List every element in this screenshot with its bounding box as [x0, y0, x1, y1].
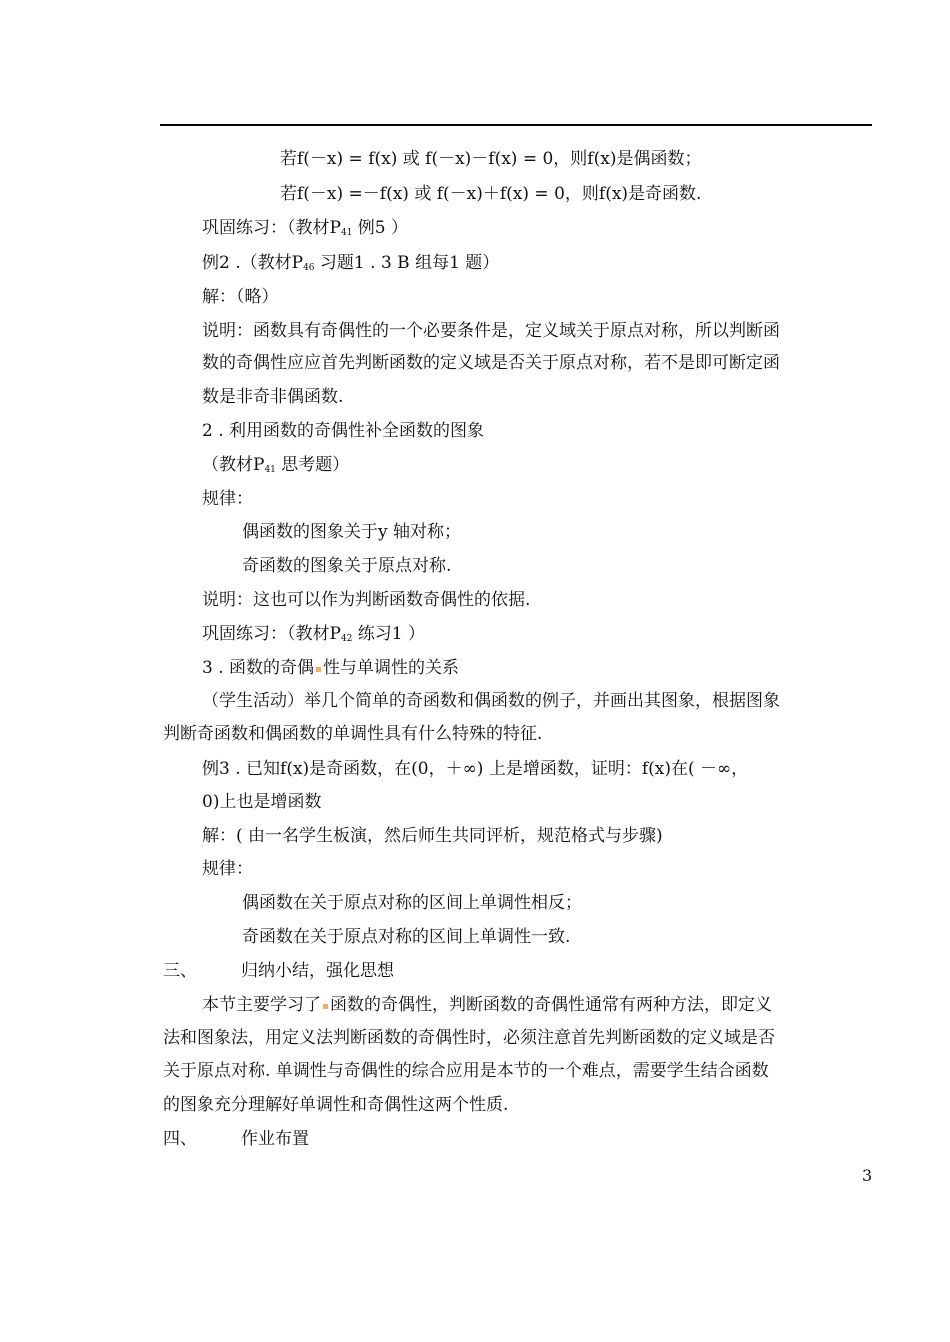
text-line-23: 偶函数在关于原点对称的区间上单调性相反； [242, 893, 582, 913]
text-line-19: 例3 . 已知f(x)是奇函数，在(0，＋∞) 上是增函数，证明：f(x)在( －∞， [202, 759, 749, 779]
text-line-3: 巩固练习：（教材$P_{41}$ 例5 ） [202, 218, 409, 238]
section-heading-4: 四、 作业布置 [163, 1129, 309, 1149]
header-rule [160, 124, 872, 126]
text-line-4: 例2 .（教材$P_{46}$ 习题1 . 3 B 组每1 题） [202, 253, 500, 273]
text-line-14: 说明：这也可以作为判断函数奇偶性的依据. [202, 590, 531, 610]
text-line-28: 关于原点对称. 单调性与奇偶性的综合应用是本节的一个难点，需要学生结合函数 [163, 1061, 769, 1081]
text-line-8: 数是非奇非偶函数. [202, 387, 344, 407]
text-line-18: 判断奇函数和偶函数的单调性具有什么特殊的特征. [163, 724, 543, 744]
text-line-2: 若f(－x) =－f(x) 或 f(－x)＋f(x) = 0，则f(x)是奇函数. [280, 184, 702, 204]
text-line-6: 说明：函数具有奇偶性的一个必要条件是，定义域关于原点对称，所以判断函 [202, 321, 780, 341]
text-line-21: 解：( 由一名学生板演，然后师生共同评析，规范格式与步骤) [202, 826, 663, 846]
text-line-13: 奇函数的图象关于原点对称. [242, 556, 452, 576]
text-line-15: 巩固练习：（教材$P_{42}$ 练习1 ） [202, 624, 426, 644]
text-line-10: （教材$P_{41}$ 思考题） [202, 455, 350, 475]
text-line-20: 0)上也是增函数 [202, 792, 322, 812]
text-line-12: 偶函数的图象关于y 轴对称； [242, 522, 462, 542]
text-line-27: 法和图象法，用定义法判断函数的奇偶性时，必须注意首先判断函数的定义域是否 [163, 1028, 775, 1048]
text-line-24: 奇函数在关于原点对称的区间上单调性一致. [242, 927, 571, 947]
text-line-16: 3 . 函数的奇偶 性与单调性的关系 [202, 658, 460, 678]
highlight-dot [316, 667, 321, 672]
text-line-1: 若f(－x) = f(x) 或 f(－x)－f(x) = 0，则f(x)是偶函数； [280, 149, 702, 169]
text-line-17: （学生活动）举几个简单的奇函数和偶函数的例子，并画出其图象，根据图象 [202, 691, 780, 711]
text-line-26: 本节主要学习了 函数的奇偶性，判断函数的奇偶性通常有两种方法，即定义 [202, 995, 772, 1015]
page-number: 3 [862, 1166, 873, 1185]
text-line-7: 数的奇偶性应应首先判断函数的定义域是否关于原点对称，若不是即可断定函 [202, 353, 780, 373]
text-line-29: 的图象充分理解好单调性和奇偶性这两个性质. [163, 1095, 509, 1115]
text-line-11: 规律： [202, 489, 253, 509]
text-line-9: 2 . 利用函数的奇偶性补全函数的图象 [202, 421, 485, 441]
text-line-22: 规律： [202, 859, 253, 879]
highlight-dot [323, 1004, 328, 1009]
section-heading-3: 三、 归纳小结，强化思想 [163, 961, 394, 981]
text-line-5: 解：（略） [202, 287, 279, 307]
